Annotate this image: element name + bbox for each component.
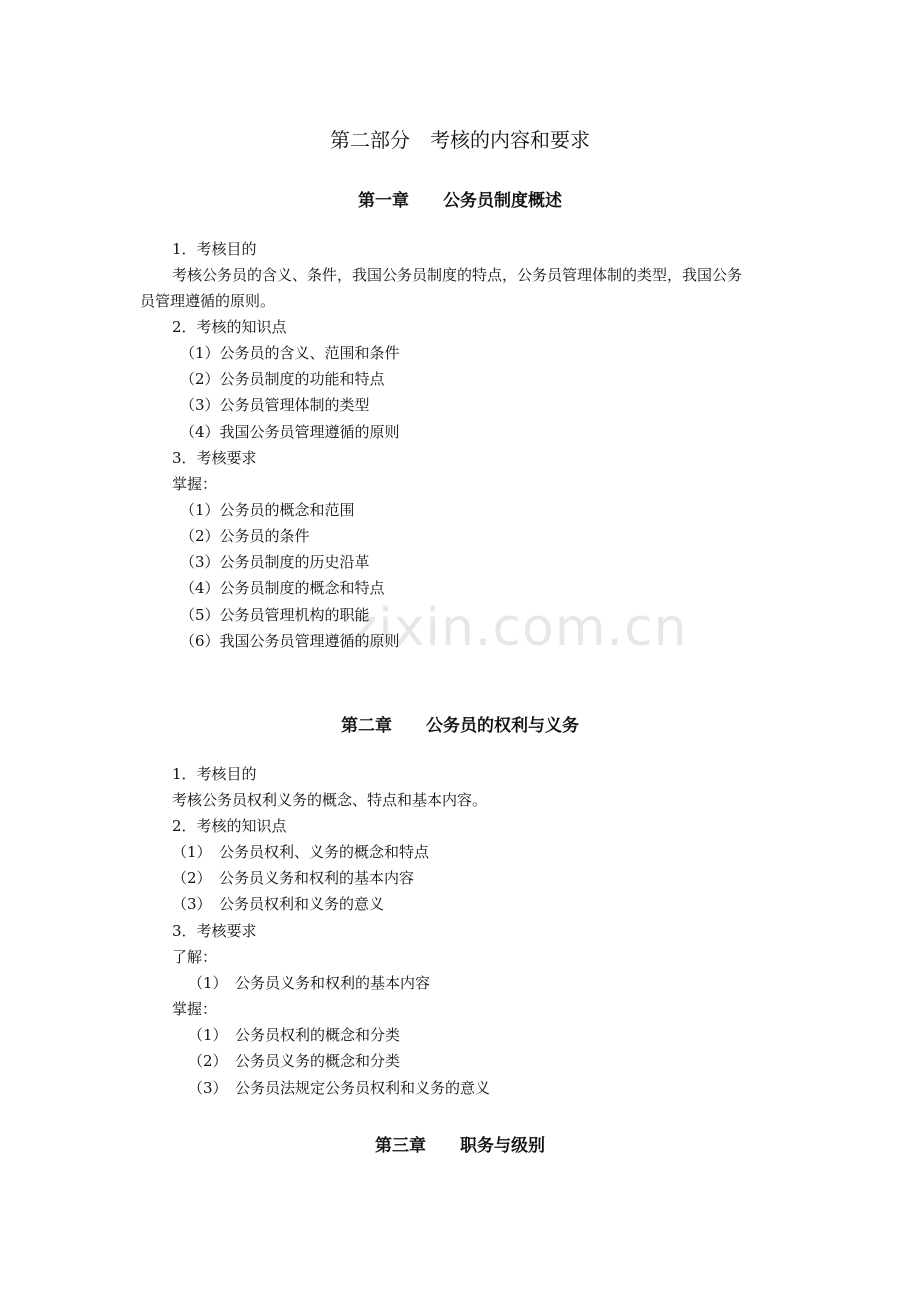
ch1-requirement-item: （6）我国公务员管理遵循的原则 — [180, 632, 400, 650]
ch2-master-item: （3） 公务员法规定公务员权利和义务的意义 — [188, 1079, 491, 1097]
part-title: 第二部分 考核的内容和要求 — [330, 128, 590, 152]
ch1-knowledge-item: （4）我国公务员管理遵循的原则 — [180, 423, 400, 441]
ch2-master-item: （1） 公务员权利的概念和分类 — [188, 1026, 401, 1044]
ch1-section-knowledge-heading: 2．考核的知识点 — [172, 318, 287, 336]
ch2-knowledge-item: （3） 公务员权利和义务的意义 — [172, 895, 385, 913]
ch2-knowledge-item: （2） 公务员义务和权利的基本内容 — [172, 869, 415, 887]
ch1-master-label: 掌握： — [172, 475, 218, 493]
ch1-knowledge-item: （3）公务员管理体制的类型 — [180, 396, 370, 414]
ch2-master-label: 掌握： — [172, 1000, 218, 1018]
ch1-requirement-item: （1）公务员的概念和范围 — [180, 501, 355, 519]
chapter-1-heading: 第一章 公务员制度概述 — [358, 191, 562, 211]
ch2-knowledge-item: （1） 公务员权利、义务的概念和特点 — [172, 843, 430, 861]
ch1-knowledge-item: （2）公务员制度的功能和特点 — [180, 370, 385, 388]
ch1-requirement-item: （3）公务员制度的历史沿革 — [180, 553, 370, 571]
ch1-section-purpose-heading: 1．考核目的 — [172, 240, 257, 258]
ch2-master-item: （2） 公务员义务的概念和分类 — [188, 1052, 401, 1070]
ch2-section-purpose-heading: 1．考核目的 — [172, 765, 257, 783]
ch1-requirement-item: （2）公务员的条件 — [180, 527, 310, 545]
ch2-section-requirements-heading: 3．考核要求 — [172, 922, 257, 940]
ch1-requirement-item: （4）公务员制度的概念和特点 — [180, 579, 385, 597]
ch1-knowledge-item: （1）公务员的含义、范围和条件 — [180, 344, 400, 362]
ch1-purpose-text: 考核公务员的含义、条件，我国公务员制度的特点，公务员管理体制的类型，我国公务 — [172, 266, 743, 284]
ch2-understand-item: （1） 公务员义务和权利的基本内容 — [188, 974, 431, 992]
ch2-understand-label: 了解： — [172, 948, 218, 966]
ch2-section-knowledge-heading: 2．考核的知识点 — [172, 817, 287, 835]
ch2-purpose-text: 考核公务员权利义务的概念、特点和基本内容。 — [172, 791, 488, 809]
ch1-section-requirements-heading: 3．考核要求 — [172, 449, 257, 467]
watermark: zixin.com.cn — [350, 598, 688, 658]
chapter-3-heading: 第三章 职务与级别 — [375, 1136, 545, 1156]
chapter-2-heading: 第二章 公务员的权利与义务 — [341, 716, 579, 736]
ch1-requirement-item: （5）公务员管理机构的职能 — [180, 606, 370, 624]
ch1-purpose-text-cont: 员管理遵循的原则。 — [140, 292, 276, 310]
